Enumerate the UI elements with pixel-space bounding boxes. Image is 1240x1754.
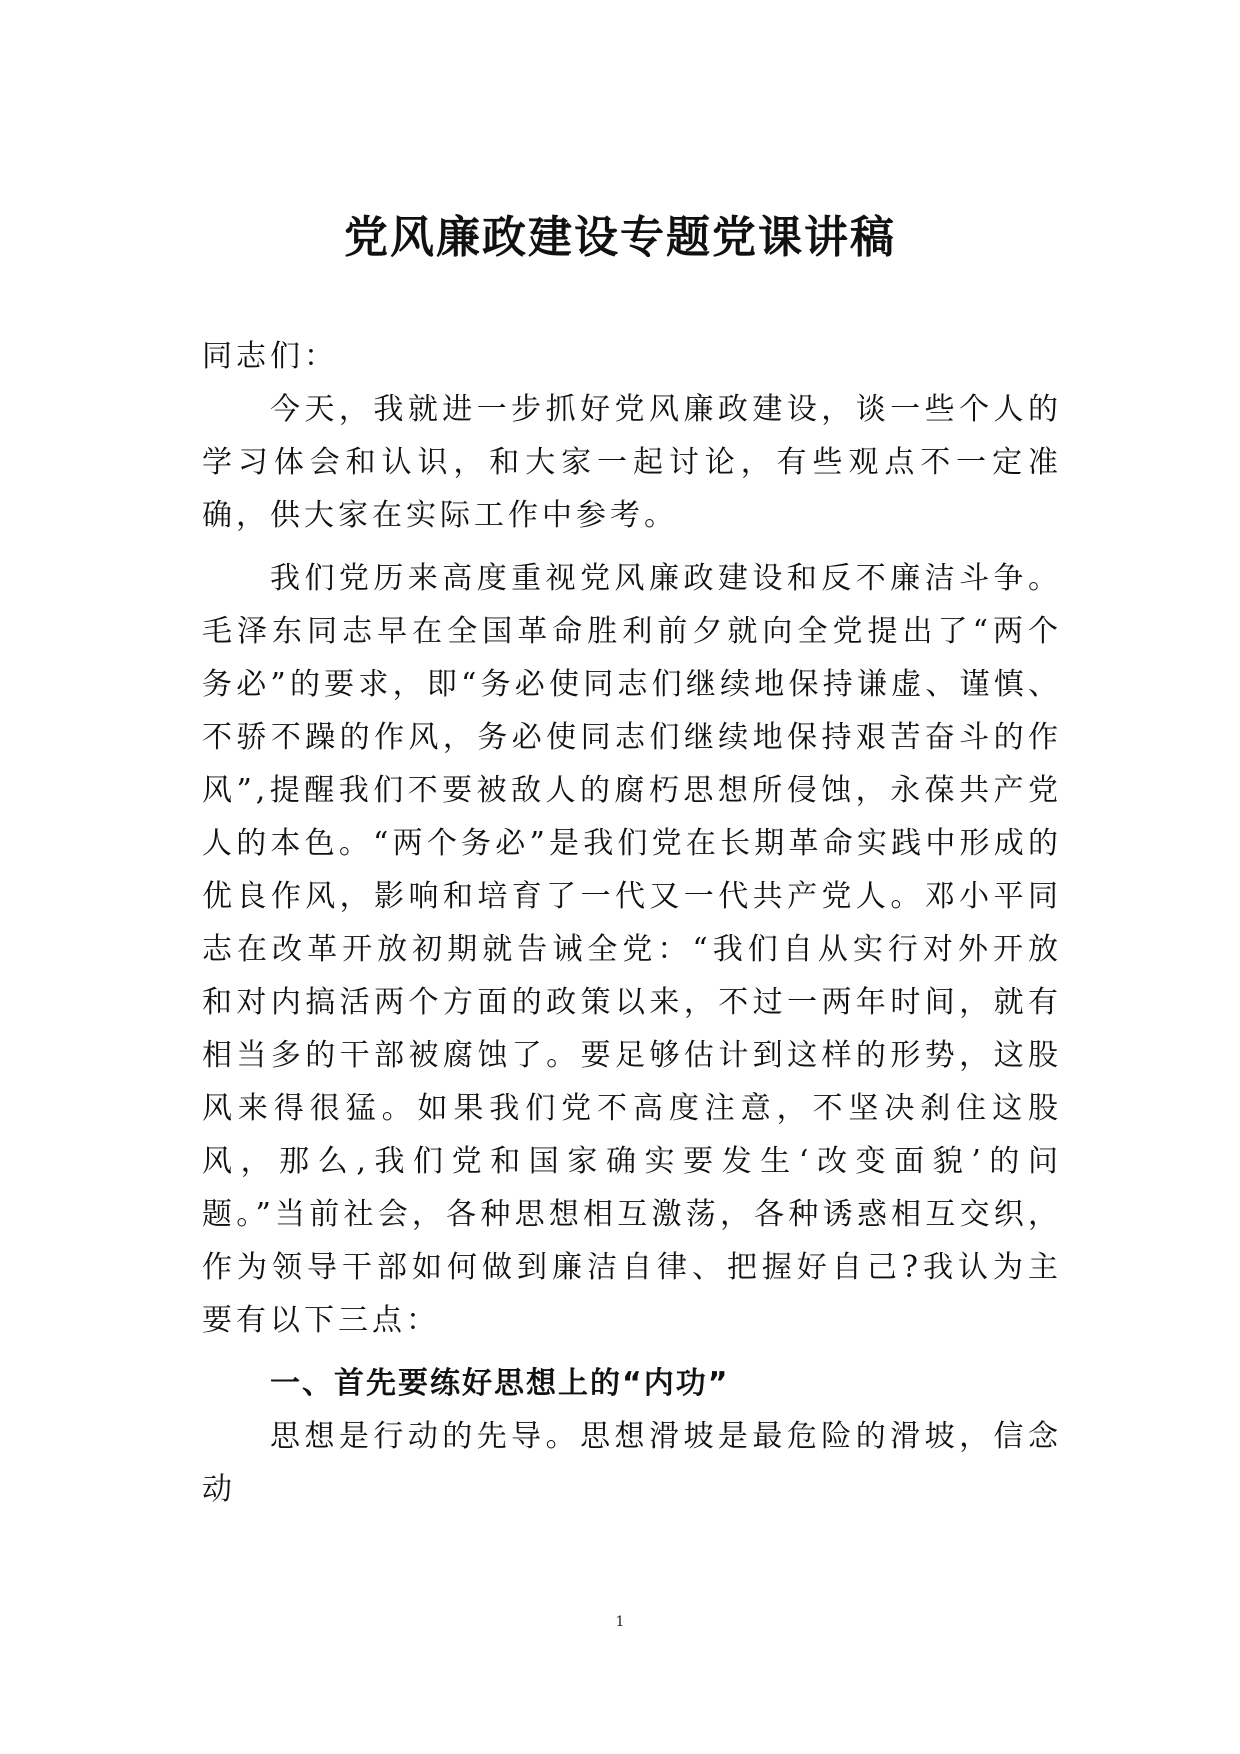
page-number: 1 [615,1614,625,1630]
salutation: 同志们： [202,339,338,374]
document-body [202,330,1062,1526]
paragraph-history: 我们党历来高度重视党风廉政建设和反不廉洁斗争。毛泽东同志早在全国革命胜利前夕就向全党提出了“两个务必”的要求，即“务必使同志们继续地保持谦虚、谨慎、不骄不躁的作风，务必使同志们继续地保持艰苦奋斗的作风”,提醒我们不要被敌人的腐朽思想所侵蚀，永葆共产党人的本色。“两个务必”是我们党在长期革命实践中形成的优良作风，影响和培育了一代又一代共产党人。邓小平同志在改革开放初期就告诫全党：“我们自从实行对外开放和对内搞活两个方面的政策以来，不过一两年时间，就有相当多的干部被腐蚀了。要足够估计到这样的形势，这股风来得很猛。如果我们党不高度注意，不坚决刹住这股风，那么,我们党和国家确实要发生‘改变面貌’的问题。”当前社会，各种思想相互激荡，各种诱惑相互交织，作为领导干部如何做到廉洁自律、把握好自己?我认为主要有以下三点： [202,561,1062,1338]
section-paragraph: 思想是行动的先导。思想滑坡是最危险的滑坡，信念动 [202,1419,1062,1507]
document-title: 党风廉政建设专题党课讲稿 [344,212,896,263]
paragraph-intro: 今天，我就进一步抓好党风廉政建设，谈一些个人的学习体会和认识，和大家一起讨论，有些观点不一定准确，供大家在实际工作中参考。 [202,392,1062,533]
section-heading: 一、首先要练好思想上的“内功” [270,1366,730,1401]
